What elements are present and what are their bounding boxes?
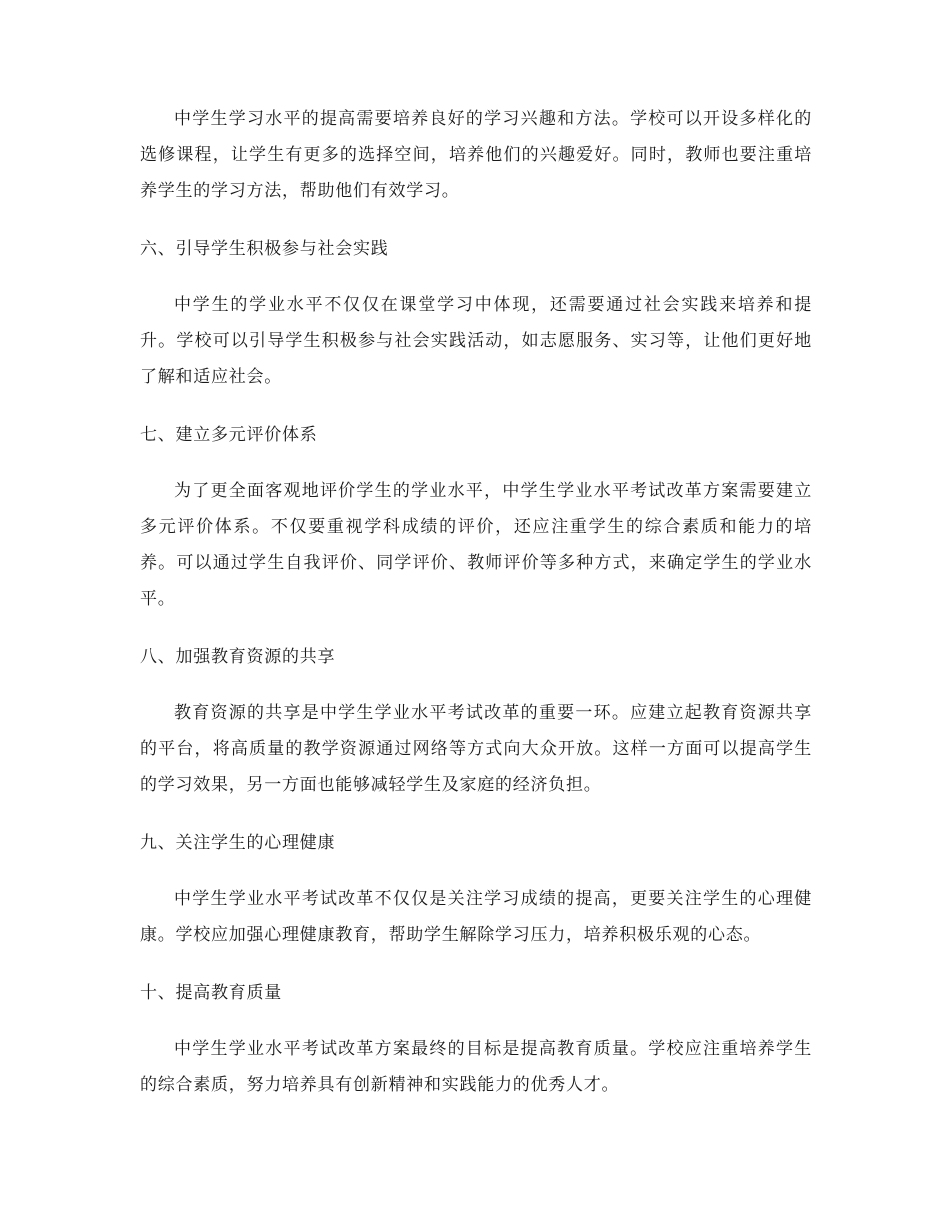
paragraph-social-practice: 中学生的学业水平不仅仅在课堂学习中体现，还需要通过社会实践来培养和提升。学校可以引导学生积极参与社会实践活动，如志愿服务、实习等，让他们更好地了解和适应社会。 xyxy=(140,295,812,387)
section-heading-resource-sharing: 八、加强教育资源的共享 xyxy=(140,647,336,667)
paragraph-resource-sharing: 教育资源的共享是中学生学业水平考试改革的重要一环。应建立起教育资源共享的平台，将高质量的教学资源通过网络等方式向大众开放。这样一方面可以提高学生的学习效果，另一方面也能够减轻学生及家庭的经济负担。 xyxy=(140,703,812,795)
section-heading-mental-health: 九、关注学生的心理健康 xyxy=(140,833,336,853)
document-body xyxy=(140,101,812,1125)
section-heading-education-quality: 十、提高教育质量 xyxy=(140,983,282,1003)
paragraph-education-quality: 中学生学业水平考试改革方案最终的目标是提高教育质量。学校应注重培养学生的综合素质，努力培养具有创新精神和实践能力的优秀人才。 xyxy=(140,1039,812,1095)
paragraph-learning-interest: 中学生学习水平的提高需要培养良好的学习兴趣和方法。学校可以开设多样化的选修课程，让学生有更多的选择空间，培养他们的兴趣爱好。同时，教师也要注重培养学生的学习方法，帮助他们有效学习。 xyxy=(140,109,812,201)
section-heading-social-practice: 六、引导学生积极参与社会实践 xyxy=(140,239,389,259)
paragraph-evaluation-system: 为了更全面客观地评价学生的学业水平，中学生学业水平考试改革方案需要建立多元评价体系。不仅要重视学科成绩的评价，还应注重学生的综合素质和能力的培养。可以通过学生自我评价、同学评价、教师评价等多种方式，来确定学生的学业水平。 xyxy=(140,481,812,609)
section-heading-evaluation-system: 七、建立多元评价体系 xyxy=(140,425,318,445)
paragraph-mental-health: 中学生学业水平考试改革不仅仅是关注学习成绩的提高，更要关注学生的心理健康。学校应加强心理健康教育，帮助学生解除学习压力，培养积极乐观的心态。 xyxy=(140,889,812,945)
